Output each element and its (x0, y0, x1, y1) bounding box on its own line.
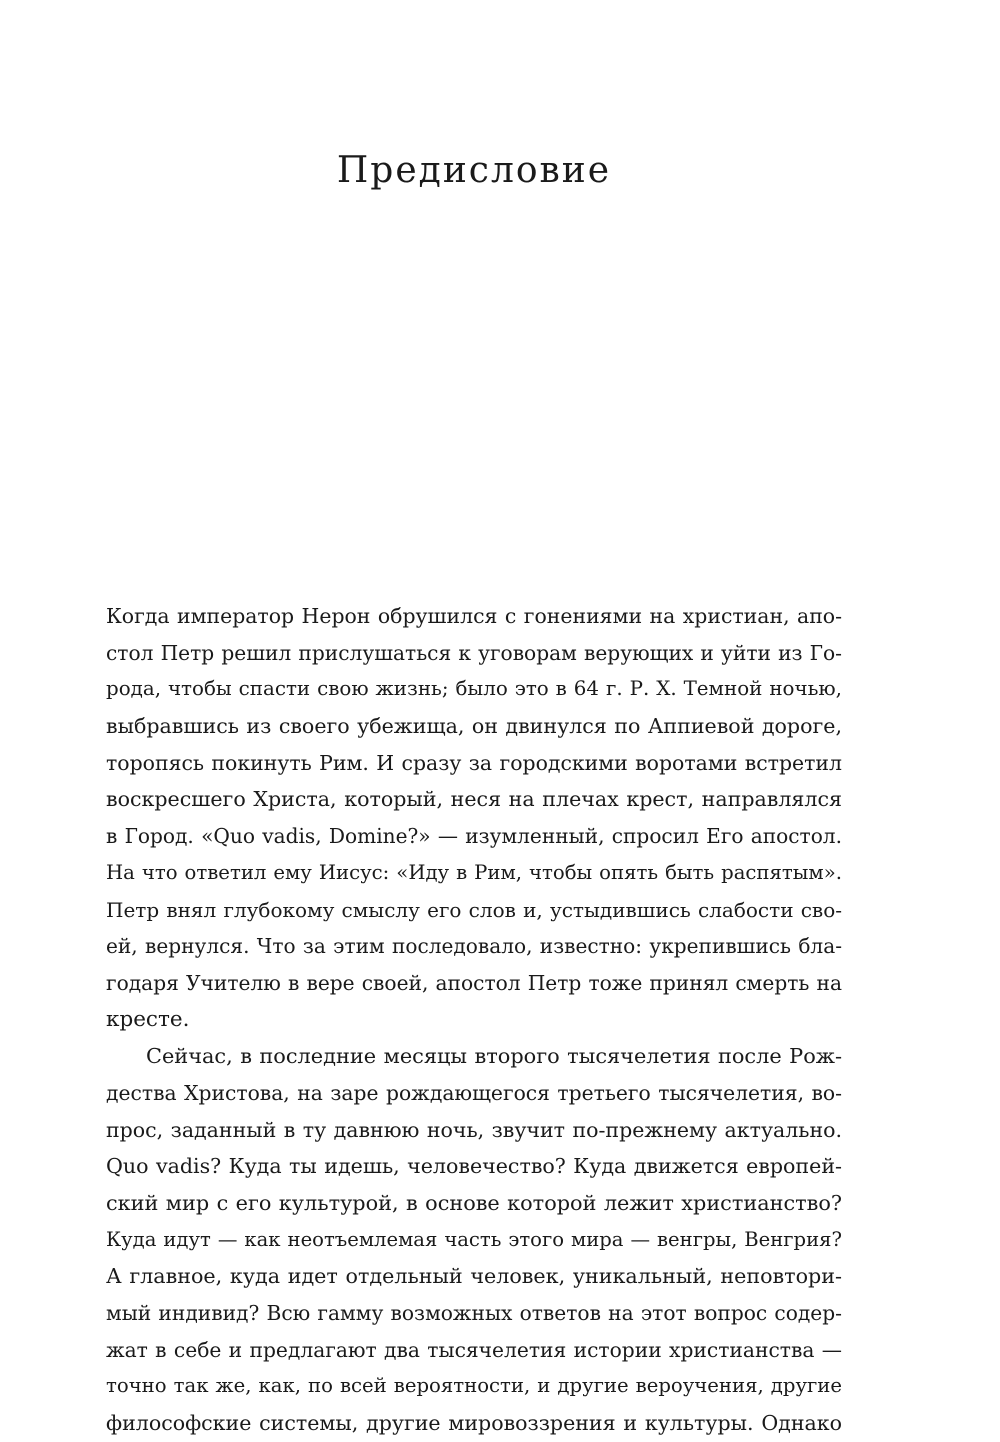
body-text (106, 598, 842, 1442)
text-line: Когда император Нерон обрушился с гонениями на христиан, апо- (106, 604, 842, 628)
text-line: годаря Учителю в вере своей, апостол Петр тоже принял смерть на (106, 970, 842, 995)
text-line: точно так же, как, по всей вероятности, и другие вероучения, другие (106, 1374, 842, 1398)
text-line: На что ответил ему Иисус: «Иду в Рим, чтобы опять быть распятым». (106, 860, 842, 884)
text-line: Петр внял глубокому смыслу его слов и, устыдившись слабости сво- (106, 897, 842, 922)
text-line: кресте. (106, 1006, 190, 1032)
text-line: рода, чтобы спасти свою жизнь; было это в 64 г. Р. Х. Темной ночью, (106, 677, 842, 701)
paragraph-2 (106, 1038, 842, 1442)
chapter-title: Предисловие (336, 150, 612, 191)
text-line: Сейчас, в последние месяцы второго тысячелетия после Рож- (146, 1044, 842, 1069)
text-line: мый индивид? Всю гамму возможных ответов на этот вопрос содер- (106, 1301, 842, 1326)
text-line: воскресшего Христа, который, неся на плечах крест, направлялся (106, 787, 842, 812)
text-line: дества Христова, на заре рождающегося третьего тысячелетия, во- (106, 1080, 842, 1105)
text-line: ский мир с его культурой, в основе которой лежит христианство? (106, 1191, 842, 1215)
text-line: выбравшись из своего убежища, он двинулся по Аппиевой дороге, (106, 714, 842, 739)
text-line: прос, заданный в ту давнюю ночь, звучит по-прежнему актуально. (106, 1117, 842, 1142)
text-line: философские системы, другие мировоззрения и культуры. Однако (106, 1411, 842, 1436)
text-line: А главное, куда идет отдельный человек, уникальный, неповтори- (106, 1264, 842, 1289)
text-line: стол Петр решил прислушаться к уговорам верующих и уйти из Го- (106, 640, 842, 665)
text-line: жат в себе и предлагают два тысячелетия истории христианства — (106, 1337, 842, 1362)
paragraph-1 (106, 598, 842, 1038)
text-line: Quo vadis? Куда ты идешь, человечество? Куда движется европей- (106, 1154, 842, 1179)
text-line: торопясь покинуть Рим. И сразу за городскими воротами встретил (106, 750, 842, 775)
text-line: ей, вернулся. Что за этим последовало, известно: укрепившись бла- (106, 934, 842, 959)
text-line: Куда идут — как неотъемлемая часть этого мира — венгры, Венгрия? (106, 1227, 842, 1251)
text-line: в Город. «Quo vadis, Domine?» — изумленный, спросил Его апостол. (106, 824, 842, 849)
